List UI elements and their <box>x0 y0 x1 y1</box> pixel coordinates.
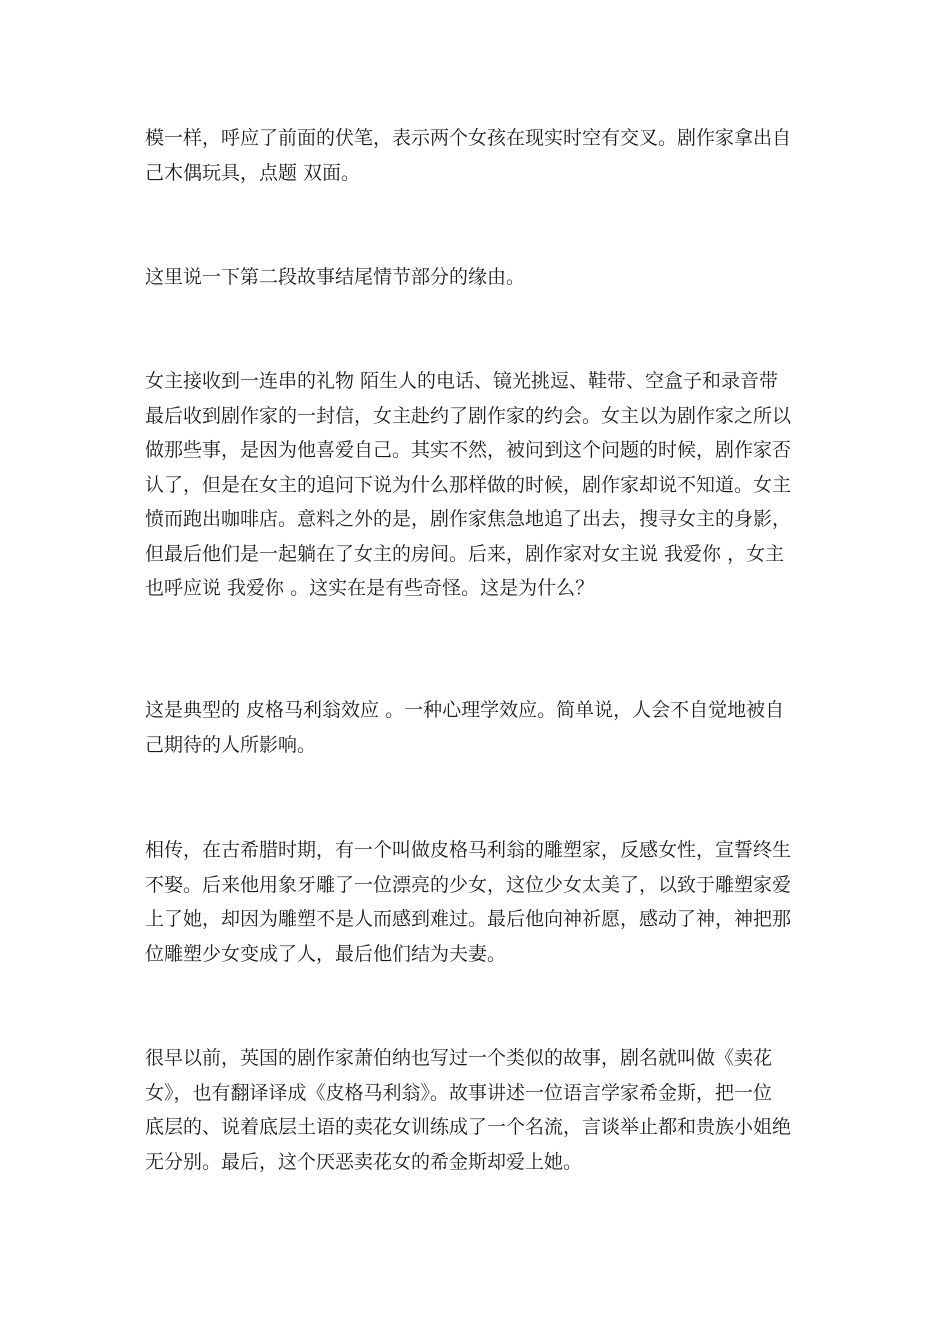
text-line: 上了她，却因为雕塑不是人而感到难过。最后他向神祈愿，感动了神，神把那 <box>145 908 792 930</box>
paragraph-2 <box>145 260 810 295</box>
paragraph-1 <box>145 121 810 190</box>
paragraph-4 <box>145 693 810 762</box>
text-line: 但最后他们是一起躺在了女主的房间。后来，剧作家对女主说 我爱你 ，女主 <box>145 542 785 565</box>
text-line: 女》，也有翻译译成《皮格马利翁》。故事讲述一位语言学家希金斯，把一位 <box>145 1081 773 1104</box>
text-line: 女主接收到一连串的礼物 陌生人的电话、镜光挑逗、鞋带、空盒子和录音带 <box>145 370 779 392</box>
text-line: 模一样，呼应了前面的伏笔，表示两个女孩在现实时空有交叉。剧作家拿出自 <box>145 127 792 149</box>
text-line: 做那些事，是因为他喜爱自己。其实不然，被问到这个问题的时候，剧作家否 <box>145 439 792 461</box>
paragraph-6 <box>145 1041 810 1179</box>
text-line: 最后收到剧作家的一封信，女主赴约了剧作家的约会。女主以为剧作家之所以 <box>145 404 792 427</box>
text-line: 位雕塑少女变成了人，最后他们结为夫妻。 <box>145 942 507 965</box>
paragraph-3 <box>145 364 810 606</box>
text-line: 这里说一下第二段故事结尾情节部分的缘由。 <box>145 266 526 288</box>
paragraph-5 <box>145 833 810 971</box>
text-line: 相传，在古希腊时期，有一个叫做皮格马利翁的雕塑家，反感女性，宣誓终生 <box>145 839 792 861</box>
text-line: 愤而跑出咖啡店。意料之外的是，剧作家焦急地追了出去，搜寻女主的身影， <box>145 508 792 530</box>
text-line: 己期待的人所影响。 <box>145 733 317 756</box>
text-line: 认了，但是在女主的追问下说为什么那样做的时候，剧作家却说不知道。女主 <box>145 473 792 496</box>
text-line: 不娶。后来他用象牙雕了一位漂亮的少女，这位少女太美了，以致于雕塑家爱 <box>145 873 792 896</box>
text-line: 也呼应说 我爱你 。这实在是有些奇怪。这是为什么？ <box>145 577 595 599</box>
text-line: 无分别。最后，这个厌恶卖花女的希金斯却爱上她。 <box>145 1150 583 1173</box>
text-line: 很早以前，英国的剧作家萧伯纳也写过一个类似的故事，剧名就叫做《卖花 <box>145 1047 773 1069</box>
text-line: 己木偶玩具，点题 双面。 <box>145 161 361 184</box>
text-line: 底层的、说着底层土语的卖花女训练成了一个名流，言谈举止都和贵族小姐绝 <box>145 1116 792 1138</box>
text-line: 这是典型的 皮格马利翁效应 。一种心理学效应。简单说，人会不自觉地被自 <box>145 699 785 721</box>
